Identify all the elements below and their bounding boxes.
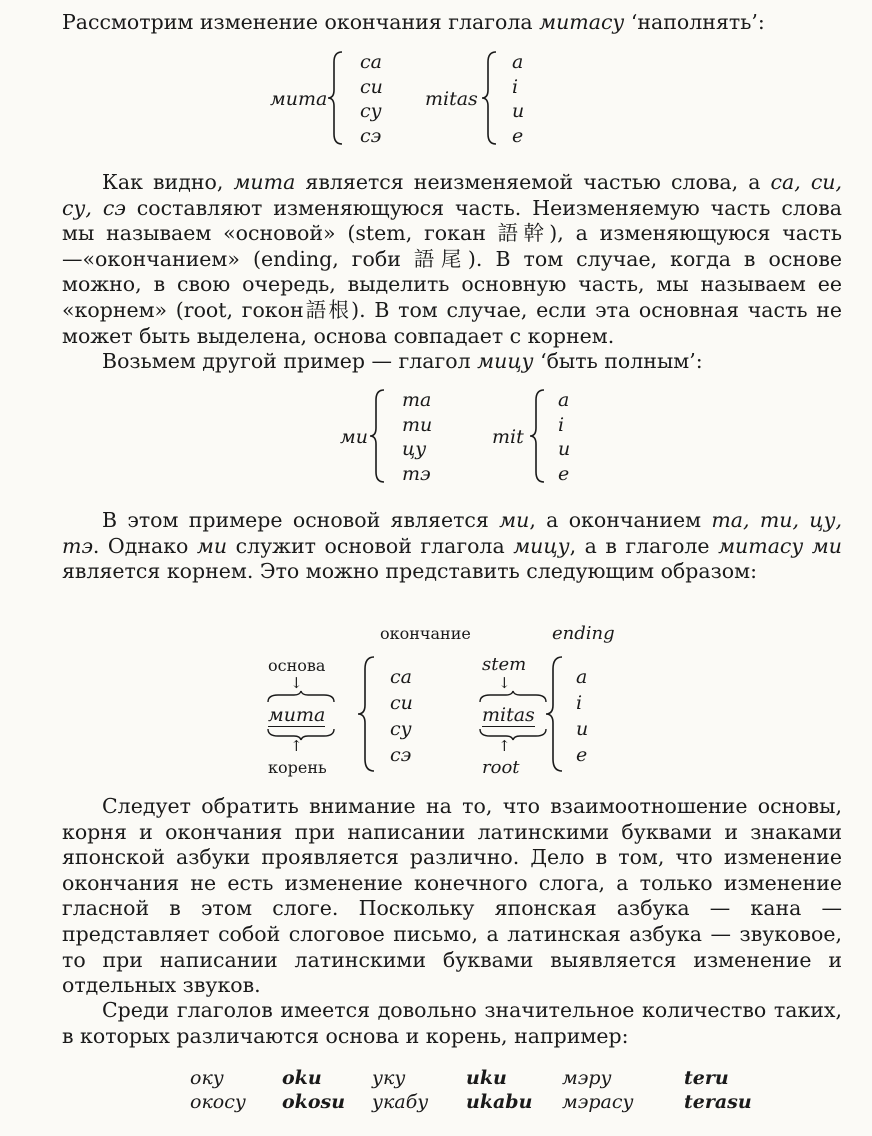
header-ending-cyrillic: окончание	[380, 624, 471, 643]
underbrace-icon	[478, 727, 548, 741]
stem-cyrillic: мита	[270, 88, 328, 110]
left-brace-icon	[326, 50, 346, 146]
stem-label: основа	[268, 656, 326, 675]
left-brace-icon	[480, 50, 500, 146]
down-arrow-icon: ↓	[498, 674, 511, 692]
left-brace-icon	[544, 655, 566, 773]
example-column: оку окосу	[190, 1067, 246, 1113]
down-arrow-icon: ↓	[290, 674, 303, 692]
diagram-endings-cyrillic: са си су сэ	[390, 666, 413, 766]
endings-cyrillic-list: са си су сэ	[360, 51, 383, 147]
root-label: корень	[268, 758, 327, 777]
example-column: uku ukabu	[466, 1067, 533, 1113]
overbrace-icon	[266, 690, 336, 704]
left-brace-icon	[356, 655, 378, 773]
endings-latin-list: a i u e	[512, 51, 525, 147]
left-brace-icon	[528, 388, 548, 484]
up-arrow-icon: ↑	[498, 737, 511, 755]
kana-latin-paragraph: Следует обратить внимание на то, что взаимоотношение основы, корня и окончания при написании латинскими буквами и знаками японской азбуки проявляется различно. Дело в том, что изменение окончания не есть изменение конечного слога, а только изменение гласной в этом слоге. Поскольку японская азбука — кана — представляет собой слоговое письмо, а латинская азбука — звуковое, то при написании латинскими буквами выявляется изменение и отдельных звуков.	[62, 794, 842, 998]
stem-cyrillic: ми	[340, 426, 368, 448]
stem-latin: mitas	[425, 88, 478, 110]
up-arrow-icon: ↑	[290, 737, 303, 755]
second-example-intro: Возьмем другой пример — глагол мицу ‘быть полным’:	[102, 349, 703, 373]
stem-label-latin: stem	[482, 654, 527, 675]
root-label-latin: root	[482, 757, 520, 778]
intro-paragraph: Рассмотрим изменение окончания глагола митасу ‘наполнять’:	[62, 10, 765, 34]
diagram-endings-latin: a i u e	[576, 666, 589, 766]
header-ending-latin: ending	[552, 623, 615, 644]
word-latin: mitas	[482, 704, 535, 726]
verb-mitasu: митасу	[539, 10, 625, 34]
example-column: уку укабу	[372, 1067, 429, 1113]
left-brace-icon	[368, 388, 388, 484]
endings-cyrillic-list: та ти цу тэ	[402, 389, 433, 485]
examples-intro-paragraph: Среди глаголов имеется довольно значительное количество таких, в которых различаются основа и корень, например:	[62, 998, 842, 1048]
example-column: oku okosu	[282, 1067, 346, 1113]
stem-latin: mit	[492, 426, 524, 448]
root-explanation-paragraph: В этом примере основой является ми, а окончанием та, ти, цу, тэ. Однако ми служит основой глагола мицу, а в глаголе митасу ми является корнем. Это можно представить следующим образом:	[62, 508, 842, 584]
stem-ending-paragraph: Как видно, мита является неизменяемой частью слова, а са, си, су, сэ составляют изменяющуюся часть. Неизменяемую часть слова мы называем «основой» (stem, гокан 語幹), а изменяющуюся часть—«окончанием» (ending, гоби 語尾). В том случае, когда в основе можно, в свою очередь, выделить основную часть, мы называем ее «корнем» (root, гокон語根). В том случае, если эта основная часть не может быть выделена, основа совпадает с корнем.	[62, 170, 843, 348]
word-cyrillic: мита	[268, 704, 326, 726]
overbrace-icon	[478, 690, 548, 704]
example-column: мэру мэрасу	[562, 1067, 634, 1113]
endings-latin-list: a i u e	[558, 389, 571, 485]
example-column: teru terasu	[684, 1067, 752, 1113]
